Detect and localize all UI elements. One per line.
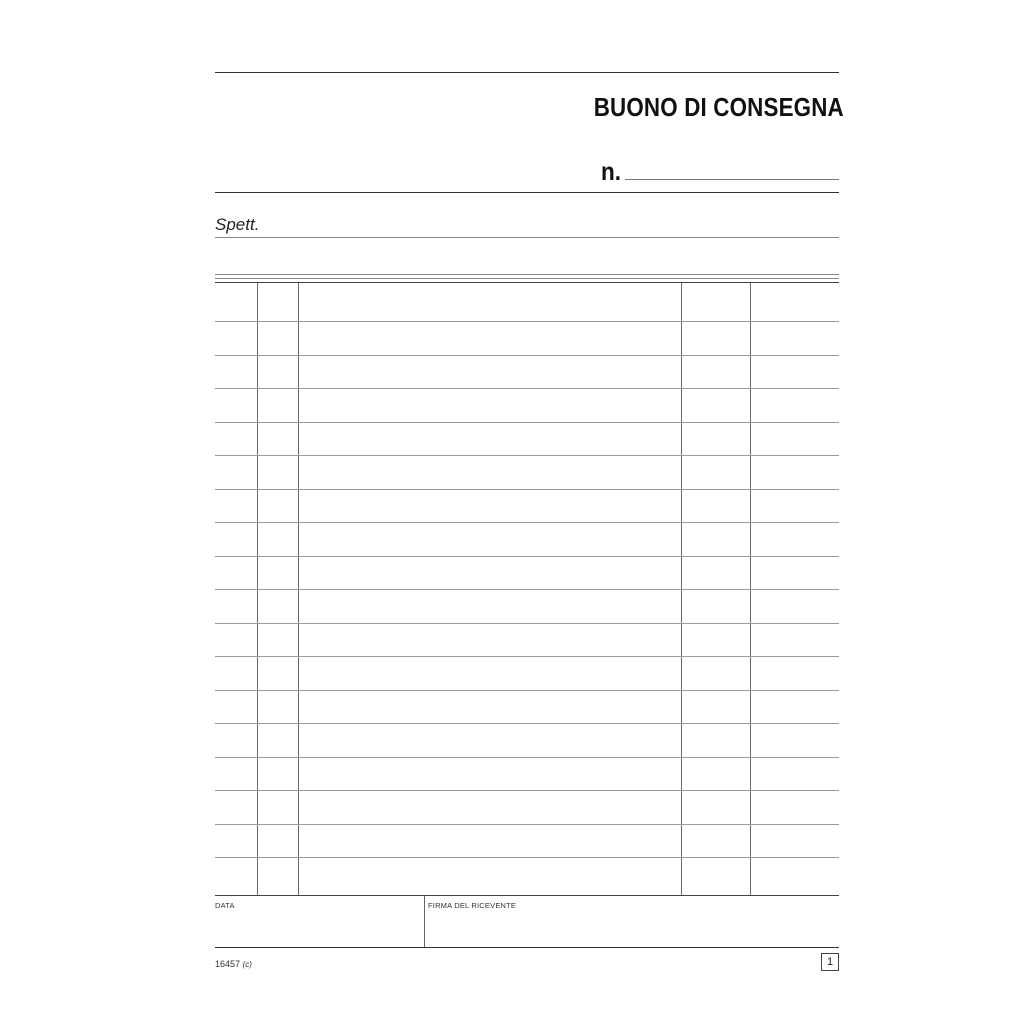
recipient-field-line[interactable] xyxy=(215,237,839,238)
footer-rule xyxy=(215,947,839,948)
table-row-line xyxy=(215,857,839,858)
form-code-number: 16457 xyxy=(215,959,241,969)
table-row-line xyxy=(215,824,839,825)
table-row-line xyxy=(215,422,839,423)
top-rule xyxy=(215,72,839,73)
header-rule xyxy=(215,192,839,193)
table-row-line xyxy=(215,623,839,624)
table-row-line xyxy=(215,757,839,758)
table-row-line xyxy=(215,589,839,590)
footer-divider xyxy=(424,896,425,948)
table-top-rule xyxy=(215,278,839,279)
delivery-note-form xyxy=(215,72,844,972)
table-row-line xyxy=(215,522,839,523)
number-label: n. xyxy=(601,158,621,186)
form-code xyxy=(215,959,252,969)
table-row-line xyxy=(215,455,839,456)
table-row-line xyxy=(215,556,839,557)
number-field-line[interactable] xyxy=(625,179,839,180)
address-field-line[interactable] xyxy=(215,274,839,275)
table-row-line xyxy=(215,690,839,691)
table-row-line xyxy=(215,656,839,657)
items-table xyxy=(215,283,839,896)
table-bottom-rule xyxy=(215,895,839,896)
table-row-line xyxy=(215,321,839,322)
form-code-suffix: (c) xyxy=(242,960,252,969)
table-row-line xyxy=(215,489,839,490)
page-number-box: 1 xyxy=(821,953,839,971)
recipient-label: Spett. xyxy=(215,215,260,234)
document-title: BUONO DI CONSEGNA xyxy=(593,92,844,122)
table-row-line xyxy=(215,388,839,389)
table-row-line xyxy=(215,790,839,791)
table-row-line xyxy=(215,355,839,356)
table-row-line xyxy=(215,723,839,724)
date-label: DATA xyxy=(215,901,235,910)
signature-label: FIRMA DEL RICEVENTE xyxy=(428,901,517,910)
